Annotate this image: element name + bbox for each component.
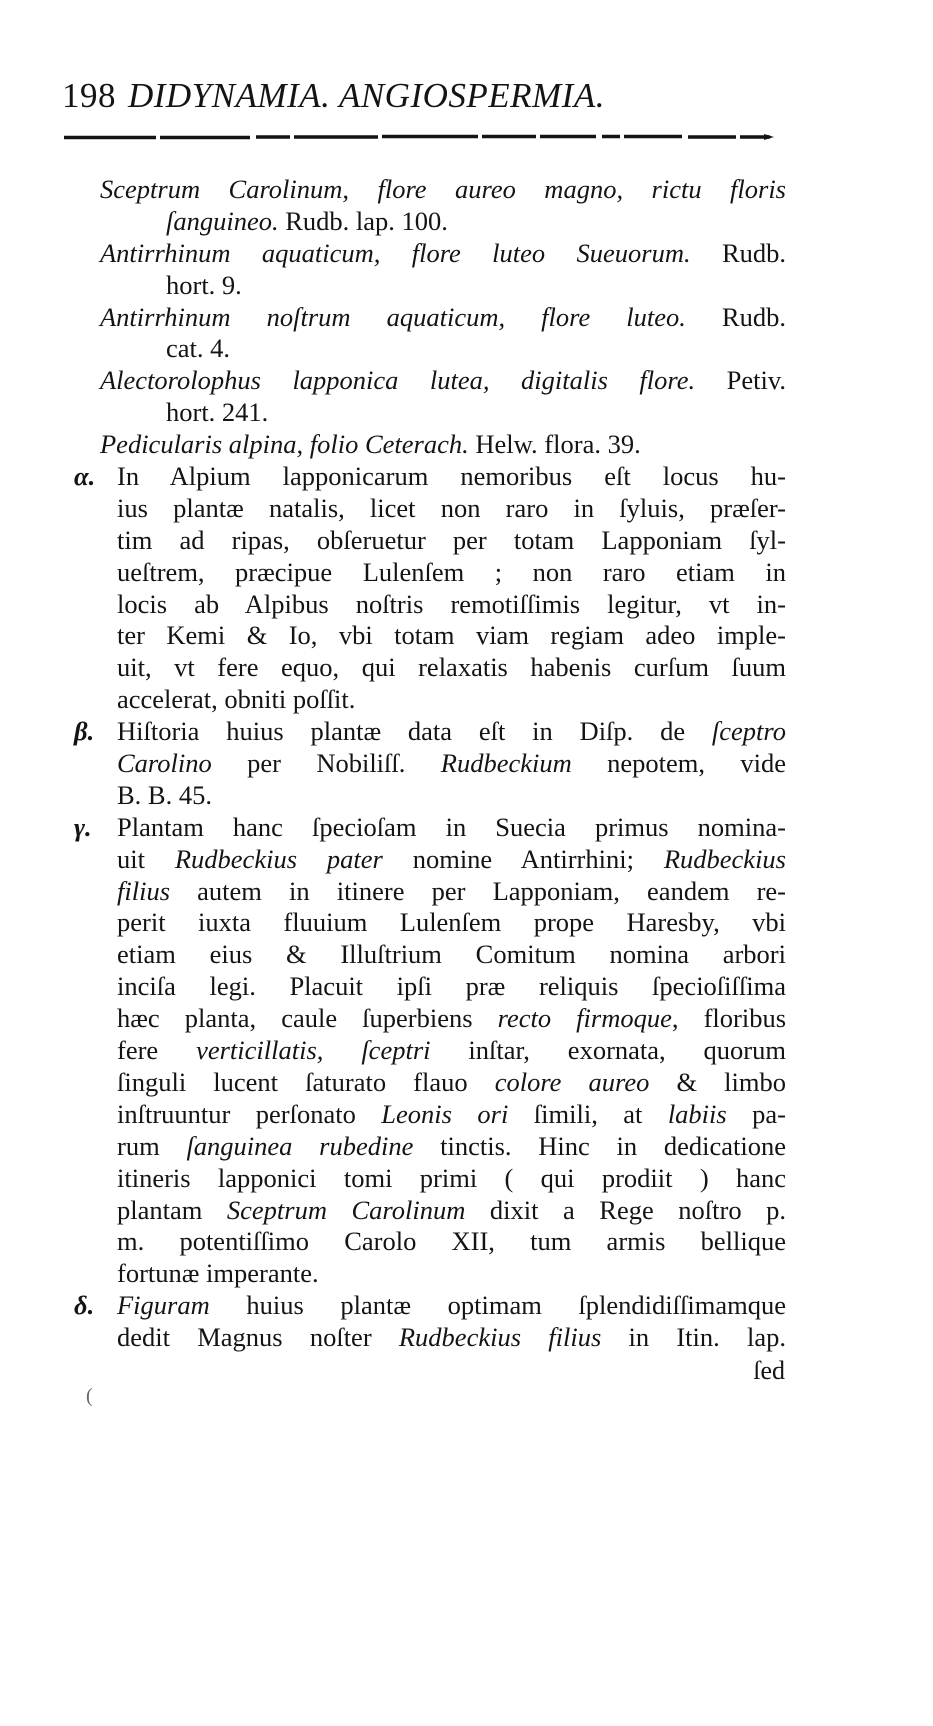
text-line — [100, 1163, 786, 1195]
roman-text: hort. 9. — [166, 269, 242, 300]
italic-text: recto firmoque — [497, 1003, 672, 1034]
roman-text: etiam eius & Illuſtrium Comitum nomina arbori — [117, 939, 786, 970]
header-rule — [64, 134, 774, 140]
note-marker: α. — [74, 461, 96, 492]
note-marker: δ. — [74, 1290, 95, 1321]
page-title: DIDYNAMIA. ANGIOSPERMIA. — [128, 76, 605, 115]
italic-text: Rudbeckius pater — [174, 843, 383, 874]
print-mark: ( — [86, 1385, 93, 1407]
text-line — [74, 1290, 786, 1322]
italic-text: Rudbeckium — [440, 748, 572, 779]
roman-text: nepotem, vide — [571, 748, 786, 779]
roman-text: inſtruuntur perſonato — [117, 1098, 382, 1129]
roman-text: in Itin. lap. — [601, 1322, 786, 1353]
note-paragraph — [74, 461, 786, 716]
catchword: ſed — [753, 1356, 785, 1385]
text-line — [100, 1099, 786, 1131]
italic-text: Sceptrum Carolinum, flore aureo magno, rictu floris — [100, 174, 786, 204]
roman-text: cat. 4. — [166, 333, 231, 364]
roman-text: , floribus — [671, 1003, 787, 1034]
roman-text: & limbo — [649, 1066, 786, 1097]
text-line — [100, 620, 786, 652]
roman-text: dedit Magnus noſter — [117, 1322, 399, 1353]
roman-text: inſtar, exornata, quorum — [430, 1035, 786, 1066]
notes-list — [74, 461, 787, 1354]
italic-text: ſceptro — [711, 716, 786, 747]
text-line — [100, 1003, 786, 1035]
italic-text: Carolino — [117, 748, 212, 779]
text-line — [100, 206, 786, 238]
italic-text: Antirrhinum noſtrum aquaticum, flore luteo. — [100, 301, 686, 332]
roman-text: tim ad ripas, obſeruetur per totam Lapponiam ſyl- — [117, 524, 786, 555]
roman-text: ſimili, at — [508, 1098, 668, 1129]
italic-text: Rudbeckius — [663, 843, 786, 874]
text-line — [100, 1258, 786, 1290]
text-line — [100, 1322, 786, 1354]
roman-text: plantam — [117, 1194, 227, 1225]
italic-text: labiis — [667, 1098, 727, 1129]
roman-text: Hiſtoria huius plantæ data eſt in Diſp. de — [117, 716, 712, 747]
text-line — [100, 1131, 786, 1163]
italic-text: Pedicularis alpina, folio Ceterach. — [100, 429, 469, 460]
italic-text: verticillatis, ſceptri — [196, 1035, 431, 1066]
roman-text: fere — [117, 1035, 197, 1066]
note-paragraph — [74, 1290, 786, 1354]
text-line — [100, 174, 786, 206]
italic-text: Antirrhinum aquaticum, flore luteo Sueuorum. — [100, 237, 691, 268]
roman-text: accelerat, obniti poſſit. — [117, 684, 356, 715]
roman-text: tinctis. Hinc in dedicatione — [413, 1130, 787, 1161]
roman-text: ter Kemi & Io, vbi totam viam regiam adeo imple- — [117, 620, 786, 651]
text-line — [100, 971, 786, 1003]
text-line — [100, 876, 786, 908]
page-body — [74, 174, 787, 1354]
text-line — [100, 557, 786, 589]
note-marker: γ. — [74, 811, 92, 842]
roman-text: Helw. flora. 39. — [468, 429, 641, 460]
synonym-list — [100, 174, 786, 461]
text-line — [74, 811, 786, 844]
text-line — [74, 461, 786, 493]
italic-text: Alectorolophus lapponica lutea, digitalis flore. — [100, 365, 696, 396]
roman-text: hæc planta, caule ſuperbiens — [117, 1003, 498, 1034]
synonym-entry — [100, 238, 786, 302]
note-paragraph — [74, 811, 787, 1290]
text-line — [100, 365, 786, 397]
roman-text: autem in itinere per Lapponiam, eandem re- — [170, 875, 786, 906]
synonym-entry — [100, 174, 786, 238]
text-line — [74, 716, 786, 748]
italic-text: Rudbeckius filius — [398, 1322, 602, 1353]
italic-text: Figuram — [117, 1290, 210, 1321]
roman-text: perit iuxta fluuium Lulenſem prope Haresby, vbi — [117, 907, 786, 938]
roman-text: Plantam hanc ſpecioſam in Suecia primus nomina- — [117, 811, 786, 842]
roman-text: dixit a Rege noſtro p. — [465, 1194, 786, 1225]
italic-text: ſanguineo. — [166, 205, 286, 236]
text-line — [100, 429, 786, 461]
roman-text: rum — [117, 1130, 187, 1161]
roman-text: Rudb. lap. 100. — [285, 205, 448, 236]
text-line — [100, 302, 786, 334]
italic-text: colore aureo — [494, 1066, 650, 1097]
running-header — [62, 76, 605, 116]
page-number: 198 — [62, 76, 116, 115]
text-line — [100, 589, 786, 621]
note-marker: β. — [74, 716, 95, 747]
roman-text: huius plantæ optimam ſplendidiſſimamque — [209, 1290, 786, 1321]
roman-text: B. B. 45. — [117, 779, 212, 810]
text-line — [100, 907, 786, 939]
text-line — [100, 1226, 786, 1258]
text-line — [100, 333, 786, 365]
text-line — [100, 652, 786, 684]
text-line — [100, 844, 786, 876]
text-line — [100, 238, 786, 270]
text-line — [100, 939, 786, 971]
roman-text: ueſtrem, præcipue Lulenſem ; non raro etiam in — [117, 556, 786, 587]
text-line — [100, 684, 786, 716]
text-line — [100, 1195, 786, 1227]
roman-text: pa- — [726, 1098, 786, 1129]
text-line — [100, 1035, 786, 1067]
italic-text: Leonis ori — [381, 1098, 509, 1129]
synonym-entry — [100, 365, 786, 429]
roman-text: Rudb. — [690, 237, 786, 268]
text-line — [100, 397, 786, 429]
roman-text: ius plantæ natalis, licet non raro in ſyluis, præſer- — [117, 492, 786, 523]
roman-text: In Alpium lapponicarum nemoribus eſt locus hu- — [117, 461, 786, 492]
roman-text: fortunæ imperante. — [117, 1258, 319, 1289]
note-paragraph — [74, 716, 786, 812]
roman-text: nomine Antirrhini; — [382, 843, 664, 874]
roman-text: Rudb. — [685, 301, 786, 332]
roman-text: ſinguli lucent ſaturato flauo — [117, 1066, 495, 1097]
roman-text: m. potentiſſimo Carolo XII, tum armis bellique — [117, 1226, 786, 1257]
roman-text: locis ab Alpibus noſtris remotiſſimis legitur, vt in- — [117, 588, 786, 619]
italic-text: Sceptrum Carolinum — [226, 1194, 466, 1225]
text-line — [100, 525, 786, 557]
synonym-entry — [100, 429, 786, 461]
text-line — [100, 270, 786, 302]
roman-text: inciſa legi. Placuit ipſi præ reliquis ſpecioſiſſima — [117, 971, 786, 1002]
roman-text: itineris lapponici tomi primi ( qui prodiit ) hanc — [117, 1162, 786, 1193]
roman-text: per Nobiliſſ. — [211, 748, 441, 779]
roman-text: uit — [117, 843, 175, 874]
text-line — [100, 1067, 786, 1099]
synonym-entry — [100, 302, 786, 366]
italic-text: filius — [117, 875, 171, 906]
roman-text: hort. 241. — [166, 397, 269, 428]
text-line — [100, 493, 786, 525]
text-line — [100, 748, 786, 780]
roman-text: uit, vt fere equo, qui relaxatis habenis curſum ſuum — [117, 652, 786, 683]
italic-text: ſanguinea rubedine — [186, 1130, 414, 1161]
roman-text: Petiv. — [695, 365, 786, 396]
text-line — [100, 780, 786, 812]
